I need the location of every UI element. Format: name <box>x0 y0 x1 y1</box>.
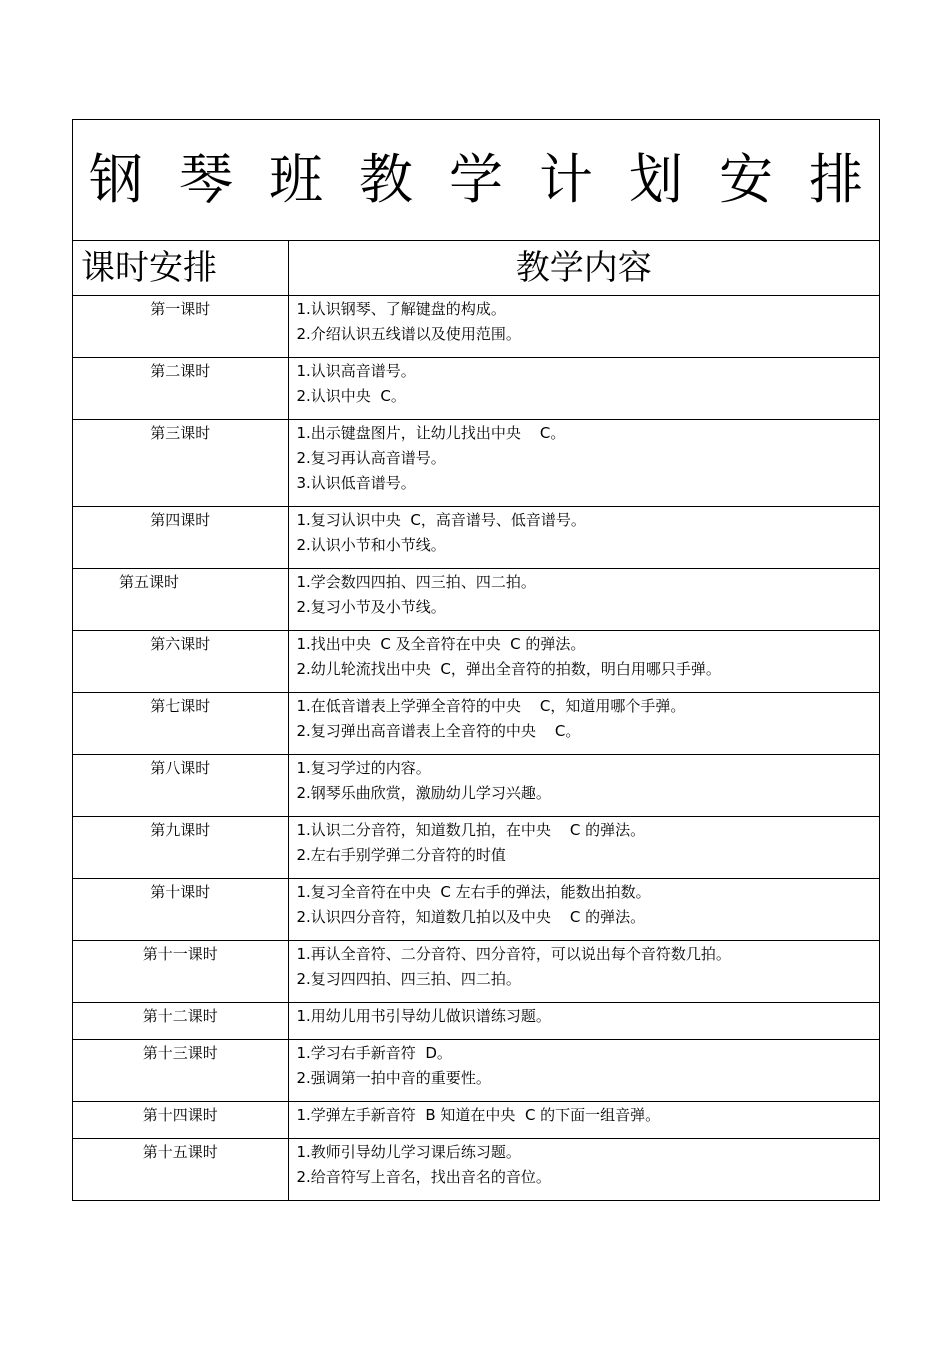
lesson-cell: 第十五课时 <box>73 1139 288 1201</box>
table-row <box>73 1040 879 1102</box>
page-title: 钢琴班教学计划安排 <box>89 148 899 211</box>
content-cell <box>288 755 879 817</box>
content-line: 2.认识小节和小节线。 <box>296 536 446 554</box>
content-cell <box>288 296 879 358</box>
content-cell <box>288 569 879 631</box>
schedule-table <box>73 241 879 1200</box>
lesson-cell: 第十一课时 <box>73 941 288 1003</box>
header-content: 教学内容 <box>288 241 879 296</box>
lesson-cell: 第十课时 <box>73 879 288 941</box>
content-cell <box>288 879 879 941</box>
lesson-cell: 第八课时 <box>73 755 288 817</box>
lesson-cell: 第六课时 <box>73 631 288 693</box>
content-line: 1.学弹左手新音符 B 知道在中央 C 的下面一组音弹。 <box>296 1106 661 1124</box>
table-row <box>73 755 879 817</box>
content-line: 1.复习全音符在中央 C 左右手的弹法，能数出拍数。 <box>296 883 651 901</box>
lesson-cell: 第九课时 <box>73 817 288 879</box>
content-line: 1.认识钢琴、了解键盘的构成。 <box>296 300 506 318</box>
header-lesson: 课时安排 <box>73 241 288 296</box>
table-row <box>73 569 879 631</box>
table-row <box>73 507 879 569</box>
content-cell <box>288 420 879 507</box>
lesson-cell: 第十二课时 <box>73 1003 288 1040</box>
content-cell <box>288 358 879 420</box>
table-row <box>73 693 879 755</box>
content-line: 1.复习认识中央 C，高音谱号、低音谱号。 <box>296 511 586 529</box>
content-cell <box>288 507 879 569</box>
content-line: 1.认识二分音符，知道数几拍，在中央 C 的弹法。 <box>296 821 646 839</box>
title-row <box>73 120 899 241</box>
content-cell <box>288 1139 879 1201</box>
content-line: 2.强调第一拍中音的重要性。 <box>296 1069 491 1087</box>
content-line: 3.认识低音谱号。 <box>296 474 416 492</box>
content-line: 1.学会数四四拍、四三拍、四二拍。 <box>296 573 536 591</box>
content-cell <box>288 817 879 879</box>
table-row <box>73 420 879 507</box>
content-line: 2.复习小节及小节线。 <box>296 598 446 616</box>
content-line: 2.认识中央 C。 <box>296 387 406 405</box>
content-cell <box>288 1102 879 1139</box>
table-header-row <box>73 241 879 296</box>
content-line: 2.复习弹出高音谱表上全音符的中央 C。 <box>296 722 581 740</box>
content-line: 1.学习右手新音符 D。 <box>296 1044 452 1062</box>
content-cell <box>288 941 879 1003</box>
lesson-cell: 第十四课时 <box>73 1102 288 1139</box>
content-line: 1.用幼儿用书引导幼儿做识谱练习题。 <box>296 1007 551 1025</box>
content-line: 2.认识四分音符，知道数几拍以及中央 C 的弹法。 <box>296 908 646 926</box>
lesson-cell: 第五课时 <box>73 569 288 631</box>
content-line: 2.钢琴乐曲欣赏，激励幼儿学习兴趣。 <box>296 784 551 802</box>
lesson-cell: 第七课时 <box>73 693 288 755</box>
content-line: 1.在低音谱表上学弹全音符的中央 C，知道用哪个手弹。 <box>296 697 686 715</box>
lesson-cell: 第四课时 <box>73 507 288 569</box>
content-line: 2.复习四四拍、四三拍、四二拍。 <box>296 970 521 988</box>
content-cell <box>288 1040 879 1102</box>
content-line: 2.复习再认高音谱号。 <box>296 449 446 467</box>
lesson-cell: 第十三课时 <box>73 1040 288 1102</box>
content-line: 1.复习学过的内容。 <box>296 759 431 777</box>
lesson-cell: 第二课时 <box>73 358 288 420</box>
plan-table-frame <box>72 119 899 1201</box>
table-row <box>73 1139 879 1201</box>
table-row <box>73 631 879 693</box>
content-line: 1.教师引导幼儿学习课后练习题。 <box>296 1143 521 1161</box>
content-line: 1.找出中央 C 及全音符在中央 C 的弹法。 <box>296 635 586 653</box>
content-line: 1.出示键盘图片，让幼儿找出中央 C。 <box>296 424 566 442</box>
content-line: 2.给音符写上音名，找出音名的音位。 <box>296 1168 551 1186</box>
table-row <box>73 296 879 358</box>
content-line: 2.介绍认识五线谱以及使用范围。 <box>296 325 521 343</box>
content-line: 2.左右手别学弹二分音符的时值 <box>296 846 506 864</box>
lesson-cell: 第一课时 <box>73 296 288 358</box>
table-row <box>73 1003 879 1040</box>
content-cell <box>288 693 879 755</box>
table-row <box>73 1102 879 1139</box>
content-cell <box>288 1003 879 1040</box>
lesson-cell: 第三课时 <box>73 420 288 507</box>
content-line: 1.再认全音符、二分音符、四分音符，可以说出每个音符数几拍。 <box>296 945 731 963</box>
content-cell <box>288 631 879 693</box>
table-row <box>73 941 879 1003</box>
content-line: 1.认识高音谱号。 <box>296 362 416 380</box>
table-row <box>73 358 879 420</box>
content-line: 2.幼儿轮流找出中央 C，弹出全音符的拍数，明白用哪只手弹。 <box>296 660 721 678</box>
table-row <box>73 879 879 941</box>
table-row <box>73 817 879 879</box>
